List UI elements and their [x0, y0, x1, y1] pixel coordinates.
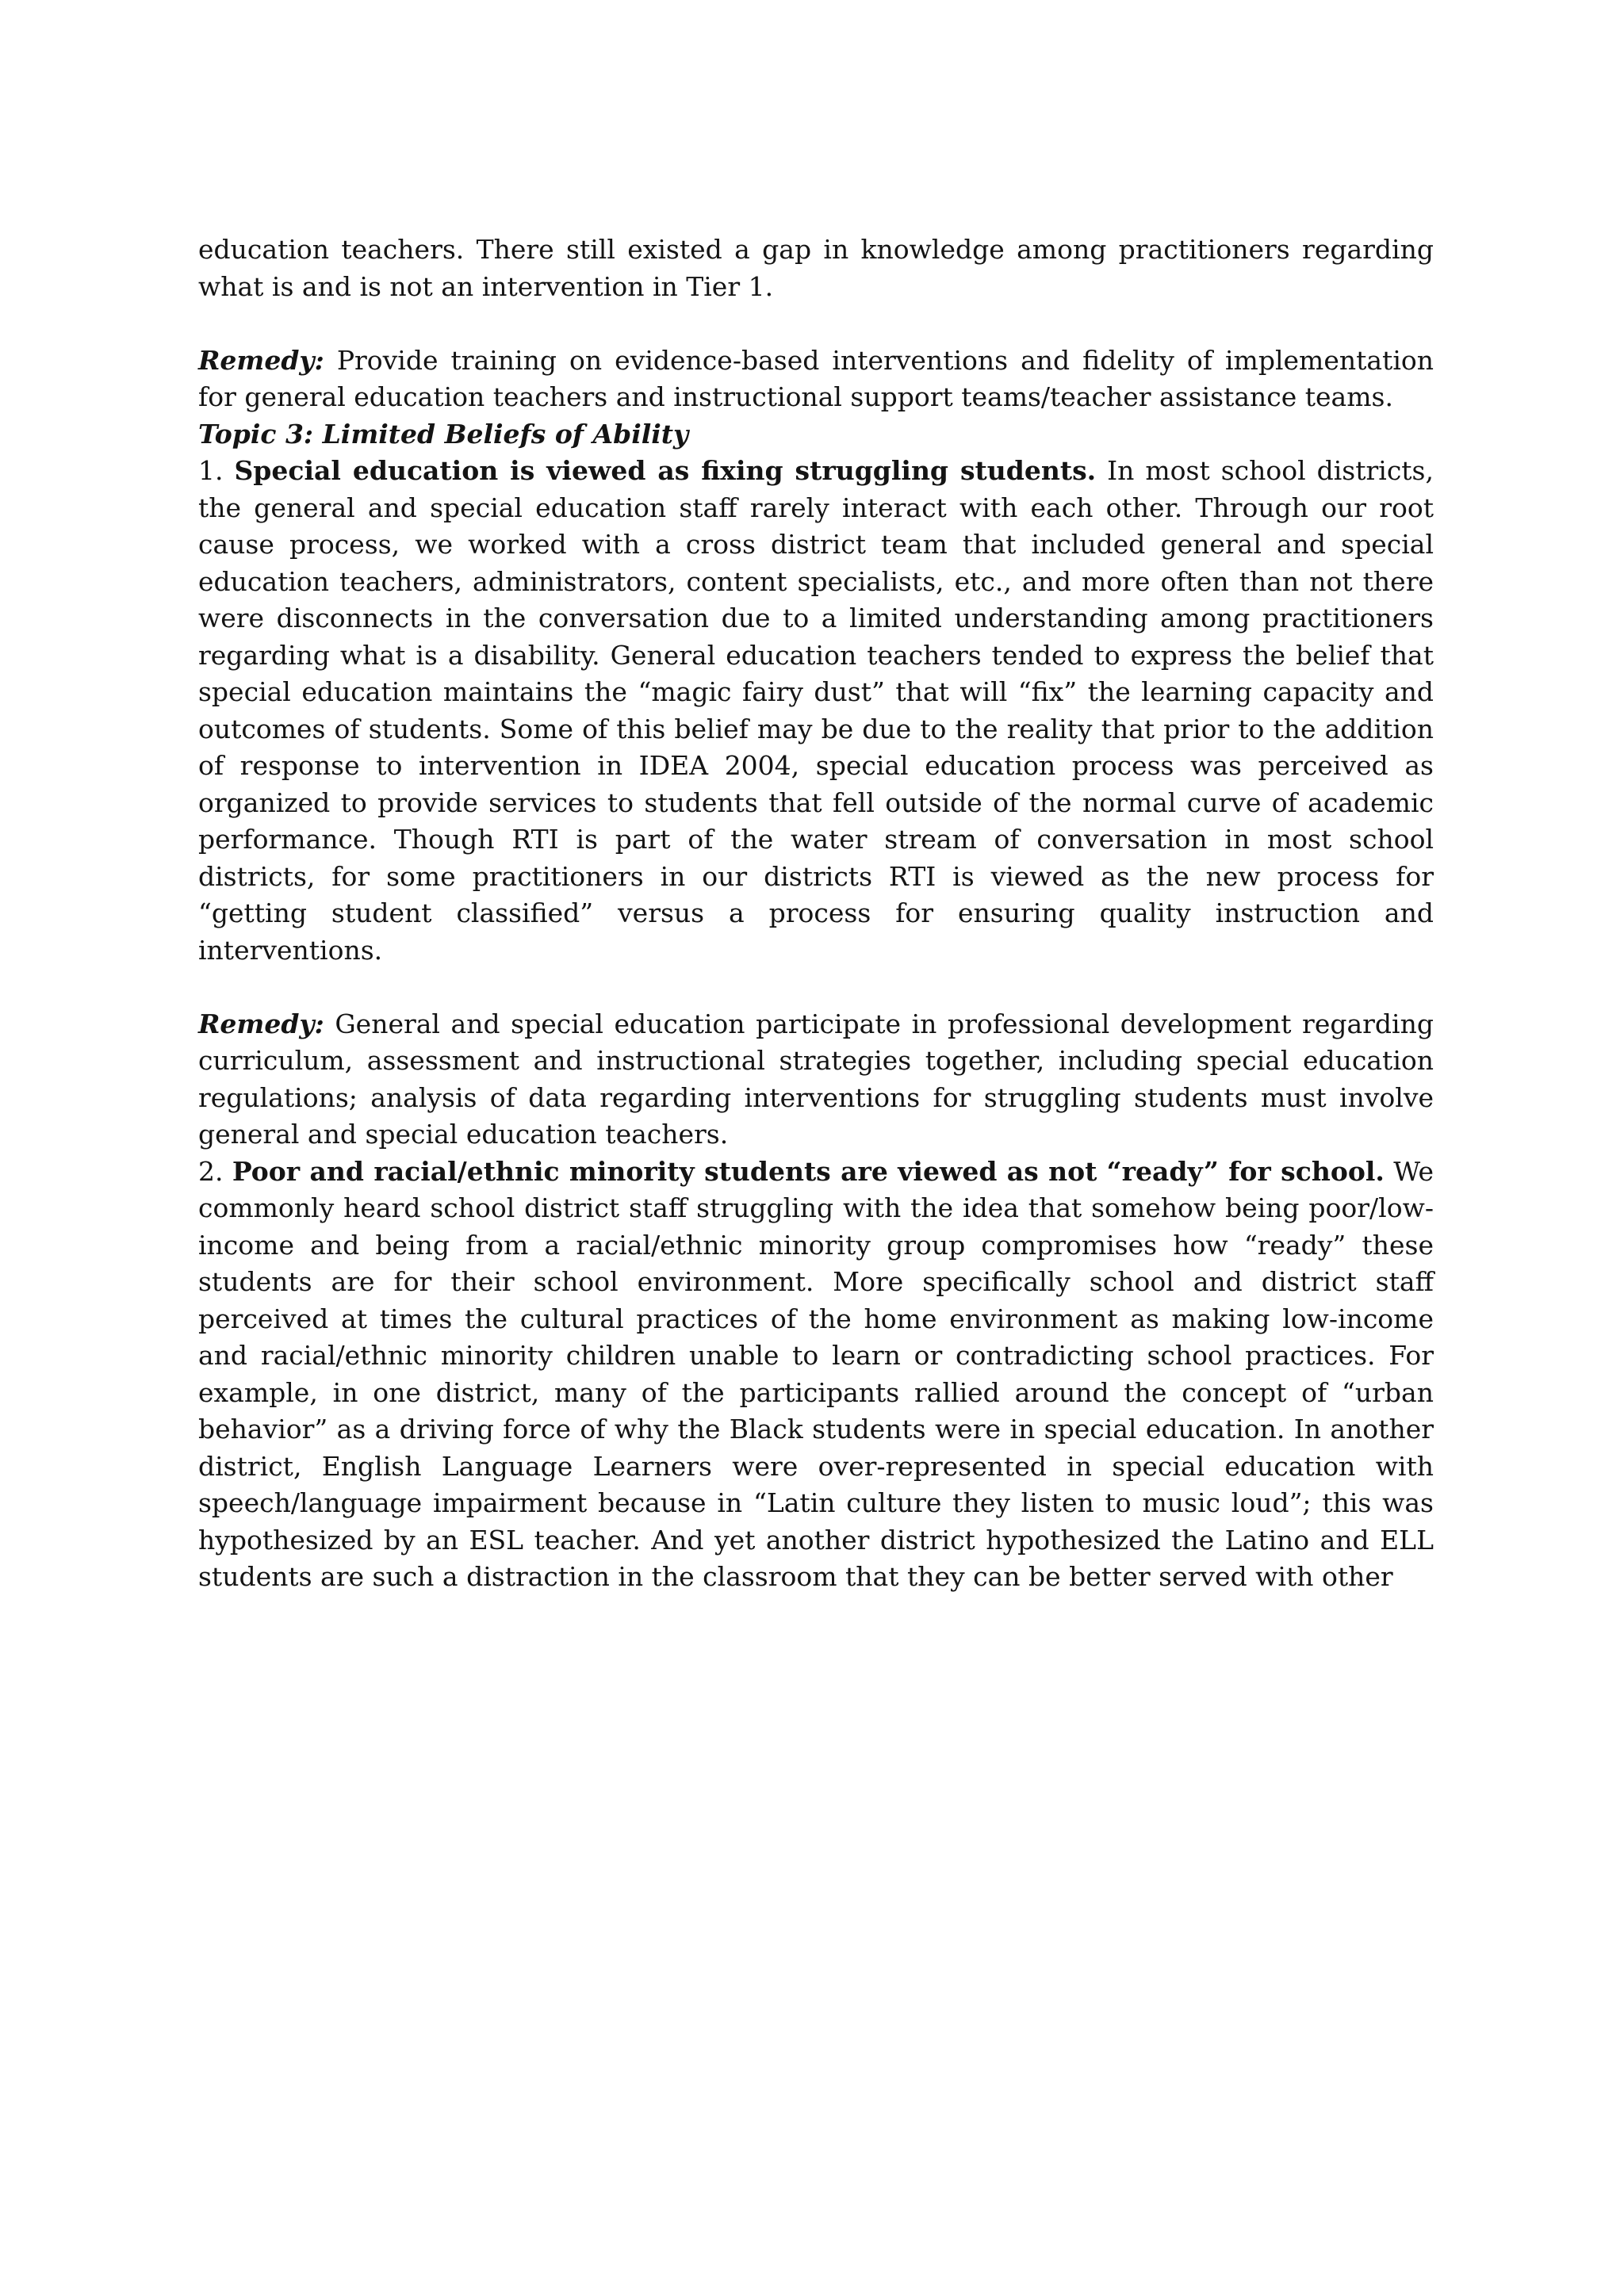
intro-paragraph: education teachers. There still existed a gap in knowledge among practitioners regarding what is and is not an intervention in Tier 1. — [198, 234, 1434, 302]
remedy-paragraph-2 — [198, 1006, 1434, 1154]
point-number: 2. — [198, 1155, 224, 1187]
point-lead: Special education is viewed as fixing struggling students. — [234, 455, 1097, 486]
point-lead: Poor and racial/ethnic minority students are viewed as not “ready” for school. — [232, 1155, 1385, 1187]
remedy-text: General and special education participate in professional development regarding curriculum, assessment and instructional strategies together, including special education regulations; analysis of data regarding interventions for struggling students must involve general and special education teachers. — [198, 1008, 1434, 1150]
remedy-paragraph-1 — [198, 342, 1434, 416]
point-paragraph-2 — [198, 1154, 1434, 1596]
point-text: In most school districts, the general and special education staff rarely interact with each other. Through our root cause process, we worked with a cross district team that included general and special education teachers, administrators, content specialists, etc., and more often than not there were disconnects in the conversation due to a limited understanding among practitioners regarding what is a disability. General education teachers tended to express the belief that special education maintains the “magic fairy dust” that will “fix” the learning capacity and outcomes of students. Some of this belief may be due to the reality that prior to the addition of response to intervention in IDEA 2004, special education process was perceived as organized to provide services to students that fell outside of the normal curve of academic performance. Though RTI is part of the water stream of conversation in most school districts, for some practitioners in our districts RTI is viewed as the new process for “getting student classified” versus a process for ensuring quality instruction and interventions. — [198, 455, 1434, 966]
remedy-label: Remedy: — [198, 1008, 324, 1039]
point-number: 1. — [198, 455, 224, 486]
point-paragraph-1 — [198, 453, 1434, 969]
document-page — [198, 232, 1434, 1596]
remedy-text: Provide training on evidence-based interventions and fidelity of implementation for general education teachers and instructional support teams/teacher assistance teams. — [198, 344, 1434, 412]
paragraph-gap — [198, 969, 1434, 1006]
remedy-label: Remedy: — [198, 344, 324, 376]
point-text: We commonly heard school district staff struggling with the idea that somehow being poor/low-income and being from a racial/ethnic minority group compromises how “ready” these students are for their school environment. More specifically school and district staff perceived at times the cultural practices of the home environment as making low-income and racial/ethnic minority children unable to learn or contradicting school practices. For example, in one district, many of the participants rallied around the concept of “urban behavior” as a driving force of why the Black students were in special education. In another district, English Language Learners were over-represented in special education with speech/language impairment because in “Latin culture they listen to music loud”; this was hypothesized by an ESL teacher. And yet another district hypothesized the Latino and ELL students are such a distraction in the classroom that they can be better served with other — [198, 1155, 1434, 1592]
paragraph-gap — [198, 305, 1434, 342]
topic-heading: Topic 3: Limited Beliefs of Ability — [198, 418, 689, 450]
